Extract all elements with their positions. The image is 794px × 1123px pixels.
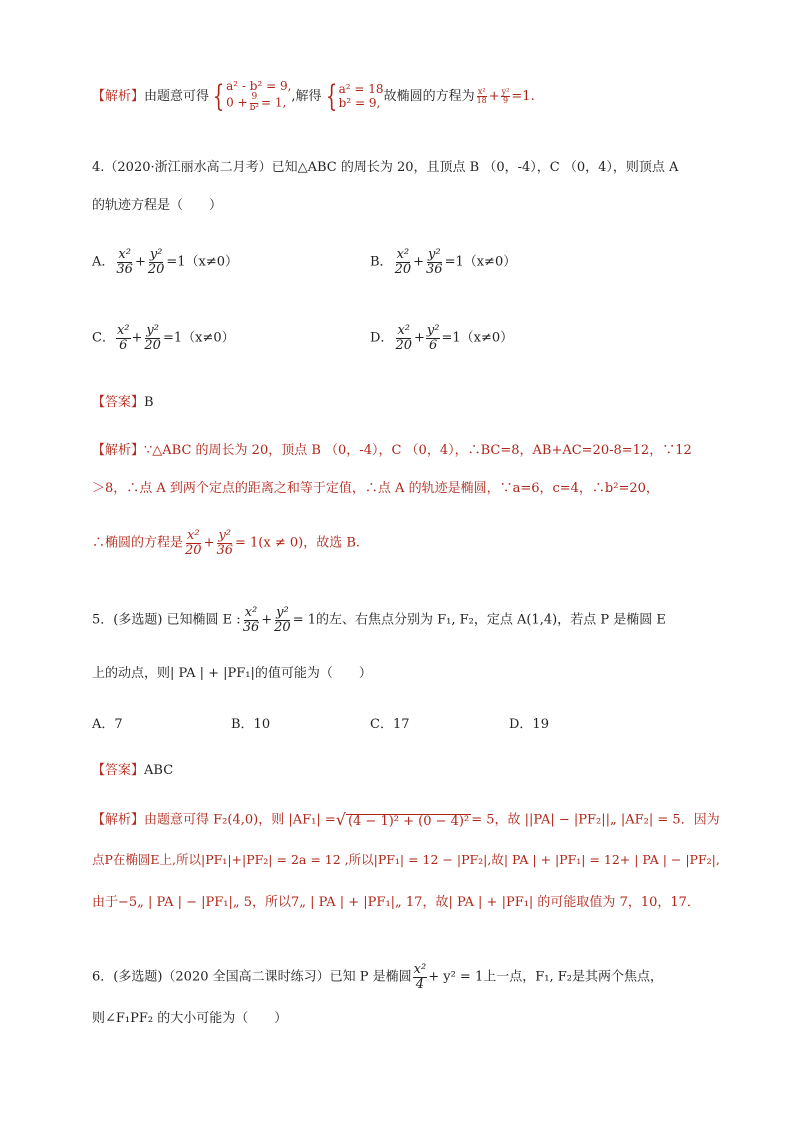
q4-option-c[interactable]: C． $\frac{\text{x²}}{6}$ + $\frac{\text{y²}}{20}$ =1（x≠0） — [92, 323, 235, 353]
q4-analysis-line2: ＞8，∴点 A 到两个定点的距离之和等于定值，∴点 A 的轨迹是椭圆，∵a=6，c=4，∴b²=20， — [92, 481, 659, 496]
q4-option-a[interactable]: A． $\frac{\text{x²}}{36}$ + $\frac{\text{y²}}{20}$ =1（x≠0） — [92, 247, 239, 277]
q4-answer: 【答案】B — [92, 395, 154, 410]
q4-stem-line2: 的轨迹方程是（ ） — [92, 198, 223, 213]
q5-option-b[interactable]: B．10 — [231, 717, 271, 732]
equation-system-1: { a² - b² = 9, 0 + $\frac{9}{\text{b²}}$ = 1, — [212, 78, 292, 114]
q5-option-d[interactable]: D．19 — [509, 717, 549, 732]
equation-system-2: { a² = 18 b² = 9, — [325, 78, 384, 114]
q4-answer-value: B — [144, 395, 154, 410]
analysis-lead: 由题意可得 — [144, 89, 210, 105]
q5-answer: 【答案】ABC — [92, 763, 174, 778]
q5-stem-line1: 5．(多选题) 已知椭圆 E : $\frac{\text{x²}}{36}$ + $\frac{\text{y²}}{20}$ = 1的左、右焦点分别为 F₁, F₂，定点 A(1,4)，若点 P 是椭圆 E — [92, 605, 666, 635]
q5-analysis-line2: 点P在椭圆E上,所以|PF₁|+|PF₂| = 2a = 12 ,所以|PF₁| = 12 − |PF₂|,故| PA | + |PF₁| = 12+ | PA | − |PF₂|, — [92, 852, 720, 867]
q4-option-b[interactable]: B． $\frac{\text{x²}}{20}$ + $\frac{\text{y²}}{36}$ =1（x≠0） — [370, 247, 517, 277]
q5-analysis-line1: 【解析】由题意可得 F₂(4,0)，则 |AF₁| = √ (4 − 1)² + (0 − 4)² = 5，故 ||PA| − |PF₂||„ |AF₂| = 5．因为 — [92, 810, 720, 829]
q5-analysis-line3: 由于−5„ | PA | − |PF₁|„ 5，所以7„ | PA | + |PF₁|„ 17，故| PA | + |PF₁| 的可能取值为 7，10，17． — [92, 895, 700, 910]
q6-stem-line2: 则∠F₁PF₂ 的大小可能为（ ） — [92, 1011, 288, 1026]
q6-stem-line1: 6．(多选题)（2020 全国高二课时练习）已知 P 是椭圆 $\frac{\text{x²}}{4}$ + y² = 1上一点，F₁, F₂是其两个焦点， — [92, 962, 663, 992]
analysis-label: 【解析】 — [92, 89, 145, 105]
q4-analysis-line3: ∴椭圆的方程是 $\frac{\text{x²}}{20}$ + $\frac{\text{y²}}{36}$ = 1(x ≠ 0)，故选 B. — [92, 528, 361, 558]
q5-stem-line2: 上的动点，则| PA | + |PF₁|的值可能为（ ） — [92, 666, 372, 681]
q4-stem-line1: 4.（2020·浙江丽水高二月考）已知△ABC 的周长为 20，且顶点 B （0，-4），C （0，4），则顶点 A — [92, 160, 679, 175]
q4-option-d[interactable]: D． $\frac{\text{x²}}{20}$ + $\frac{\text{y²}}{6}$ =1（x≠0） — [370, 323, 514, 353]
q5-option-c[interactable]: C．17 — [370, 717, 410, 732]
q5-answer-value: ABC — [144, 763, 174, 778]
q5-option-a[interactable]: A．7 — [92, 717, 123, 732]
q4-analysis-line1: 【解析】∵△ABC 的周长为 20，顶点 B （0，-4），C （0，4），∴BC=8，AB+AC=20-8=12，∵12 — [92, 443, 692, 458]
analysis-block-prev: 【解析】由题意可得 { a² - b² = 9, 0 + $\frac{9}{\text{b²}}$ = 1, ,解得 { a² = 18 b² = 9, 故椭圆的方程为 $\frac{\text{x²}}{18}$ + $\frac{\text{y²}}{9}$ =1. — [92, 78, 535, 114]
